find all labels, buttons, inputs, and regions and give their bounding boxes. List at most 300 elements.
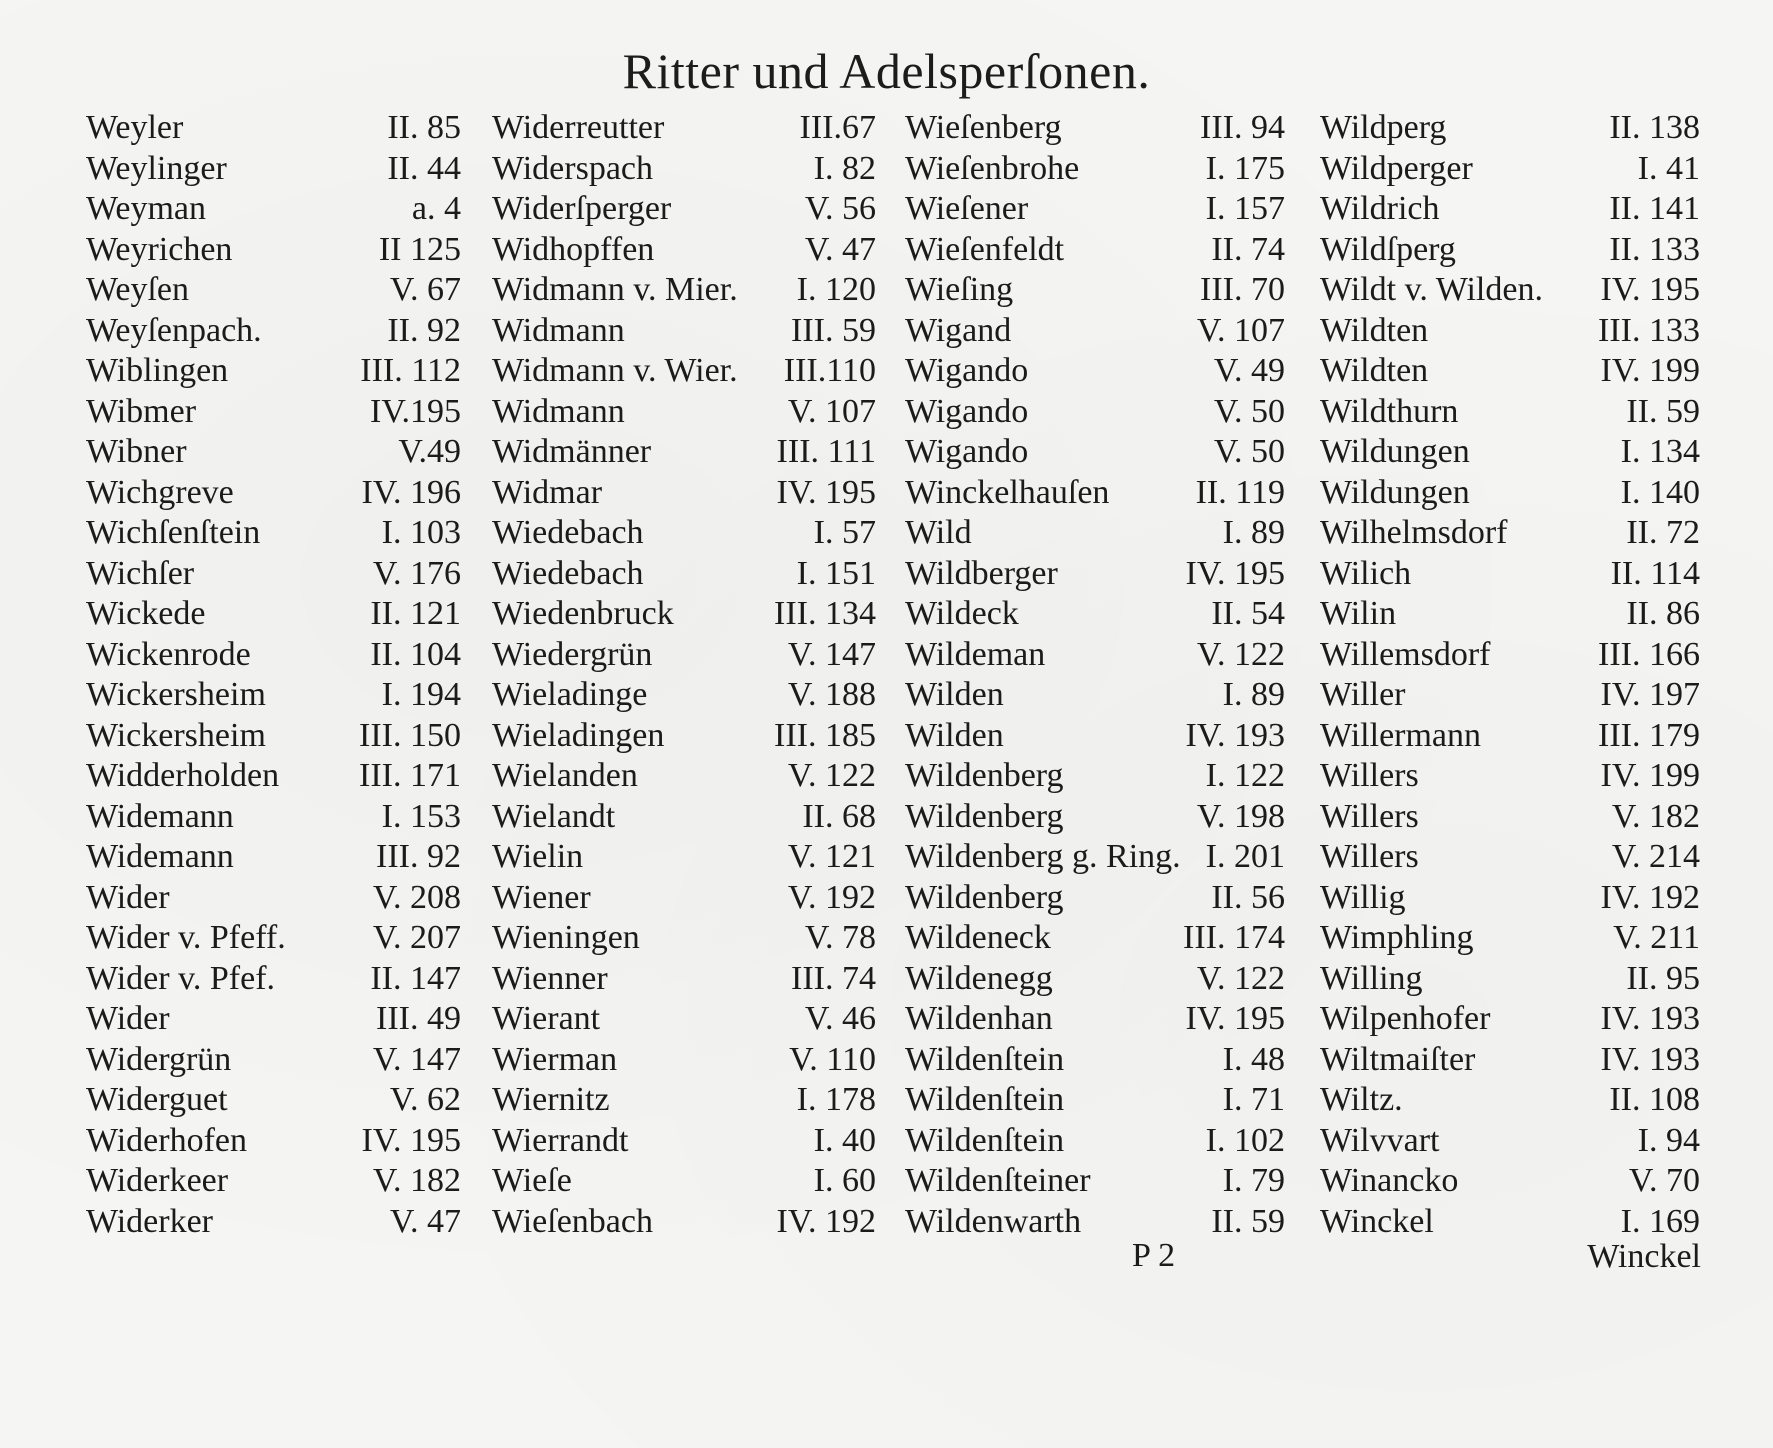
index-entry	[1320, 432, 1700, 473]
entry-reference: IV. 195	[776, 473, 876, 511]
entry-reference: II. 59	[1626, 392, 1700, 430]
entry-name: Wiblingen	[86, 352, 229, 389]
catchword: Winckel	[1587, 1238, 1701, 1275]
entry-name: Wielandt	[492, 797, 616, 835]
entry-reference: III. 134	[774, 595, 876, 632]
entry-reference: V. 121	[787, 838, 876, 875]
index-entry	[905, 594, 1285, 635]
index-entry	[905, 1202, 1285, 1243]
entry-reference: IV. 195	[1600, 271, 1700, 308]
index-entry	[86, 837, 461, 878]
index-entry	[1320, 635, 1700, 676]
index-entry	[86, 1161, 461, 1202]
entry-reference: I. 102	[1205, 1121, 1285, 1159]
index-entry	[1320, 149, 1700, 190]
index-entry	[86, 1040, 461, 1081]
entry-name: Widmar	[492, 473, 603, 511]
entry-reference: IV. 193	[1185, 716, 1285, 754]
entry-name: Wieſenberg	[905, 109, 1062, 146]
entry-reference: IV. 197	[1600, 676, 1700, 713]
entry-reference: III. 59	[791, 311, 876, 349]
entry-name: Wildeneck	[905, 919, 1051, 956]
entry-reference: V. 50	[1213, 392, 1285, 430]
index-entry	[1320, 392, 1700, 433]
entry-name: Wilvvart	[1320, 1121, 1440, 1159]
entry-reference: III. 49	[376, 1000, 461, 1037]
entry-reference: V. 70	[1628, 1162, 1700, 1199]
entry-name: Wildberger	[905, 554, 1058, 592]
entry-name: Wildenegg	[905, 959, 1053, 997]
entry-name: Willer	[1320, 676, 1406, 713]
entry-name: Wildenſtein	[905, 1081, 1065, 1118]
entry-reference: V. 67	[389, 271, 461, 308]
entry-reference: a. 4	[411, 190, 461, 227]
entry-name: Willing	[1320, 959, 1423, 997]
entry-reference: III. 74	[791, 959, 876, 997]
index-entry	[905, 311, 1285, 352]
entry-name: Wierant	[492, 1000, 601, 1037]
entry-name: Widmänner	[492, 433, 652, 470]
entry-reference: II. 44	[387, 149, 461, 187]
index-entry	[86, 1202, 461, 1243]
entry-name: Wilhelmsdorf	[1320, 514, 1508, 551]
entry-reference: I. 48	[1222, 1040, 1285, 1078]
entry-name: Wieningen	[492, 919, 640, 956]
entry-reference: III. 166	[1598, 635, 1700, 673]
index-entry	[1320, 1161, 1700, 1202]
index-entry	[1320, 1040, 1700, 1081]
entry-reference: I. 41	[1637, 149, 1700, 187]
entry-name: Wiltz.	[1320, 1081, 1403, 1118]
index-entry	[905, 959, 1285, 1000]
entry-reference: I. 71	[1222, 1081, 1285, 1118]
entry-name: Willers	[1320, 757, 1419, 794]
entry-name: Widmann	[492, 392, 625, 430]
entry-name: Wiedebach	[492, 514, 644, 551]
entry-name: Widerhofen	[86, 1121, 248, 1159]
entry-name: Wildenberg	[905, 878, 1064, 916]
entry-name: Wickenrode	[86, 635, 251, 673]
entry-name: Wildeck	[905, 595, 1019, 632]
index-entry	[86, 351, 461, 392]
entry-reference: V. 49	[1213, 352, 1285, 389]
index-entry	[1320, 473, 1700, 514]
index-entry	[1320, 351, 1700, 392]
entry-name: Wiedebach	[492, 554, 644, 592]
entry-name: Winckel	[1320, 1202, 1434, 1240]
index-entry	[492, 311, 876, 352]
entry-reference: I. 153	[381, 797, 461, 835]
entry-reference: II. 54	[1211, 595, 1285, 632]
entry-reference: V. 122	[787, 757, 876, 794]
entry-name: Wildungen	[1320, 433, 1470, 470]
entry-name: Widergrün	[86, 1040, 232, 1078]
entry-name: Weyrichen	[86, 230, 233, 268]
index-entry	[905, 189, 1285, 230]
entry-reference: I. 169	[1620, 1202, 1700, 1240]
entry-name: Wildt v. Wilden.	[1320, 271, 1543, 308]
entry-name: Wieſenbach	[492, 1202, 653, 1240]
index-entry	[492, 716, 876, 757]
entry-name: Wildenſteiner	[905, 1162, 1091, 1199]
index-entry	[1320, 1080, 1700, 1121]
entry-name: Weyſenpach.	[86, 311, 262, 349]
index-entry	[492, 756, 876, 797]
index-entry	[86, 918, 461, 959]
index-entry	[492, 230, 876, 271]
entry-name: Wildthurn	[1320, 392, 1459, 430]
entry-name: Willers	[1320, 838, 1419, 875]
entry-reference: V. 188	[787, 676, 876, 713]
signature-mark: P 2	[1132, 1237, 1176, 1274]
entry-name: Wilden	[905, 716, 1004, 754]
index-entry	[492, 513, 876, 554]
entry-reference: V. 47	[389, 1202, 461, 1240]
entry-name: Wildenwarth	[905, 1202, 1082, 1240]
entry-name: Wichſenſtein	[86, 514, 261, 551]
entry-name: Wildungen	[1320, 473, 1470, 511]
index-entry	[492, 1202, 876, 1243]
entry-reference: I. 57	[813, 514, 876, 551]
index-entry	[86, 878, 461, 919]
entry-reference: II. 92	[387, 311, 461, 349]
entry-name: Wildenberg g. Ring.	[905, 838, 1181, 875]
entry-reference: V. 198	[1196, 797, 1285, 835]
entry-reference: IV. 196	[361, 473, 461, 511]
index-entry	[492, 1040, 876, 1081]
entry-reference: II. 85	[387, 109, 461, 146]
entry-name: Widerker	[86, 1202, 214, 1240]
index-entry	[905, 149, 1285, 190]
index-entry	[86, 473, 461, 514]
entry-reference: V. 211	[1613, 919, 1700, 956]
index-entry	[905, 1040, 1285, 1081]
entry-reference: I. 194	[381, 676, 461, 713]
entry-name: Wigando	[905, 433, 1029, 470]
entry-reference: III. 94	[1200, 109, 1285, 146]
entry-name: Wierrandt	[492, 1121, 629, 1159]
entry-name: Winckelhauſen	[905, 473, 1110, 511]
entry-reference: II. 147	[370, 959, 461, 997]
index-entry	[905, 1080, 1285, 1121]
entry-reference: IV. 193	[1600, 1040, 1700, 1078]
index-entry	[492, 594, 876, 635]
entry-name: Wildenſtein	[905, 1040, 1065, 1078]
index-entry	[905, 999, 1285, 1040]
index-entry	[1320, 756, 1700, 797]
index-entry	[86, 432, 461, 473]
entry-reference: II. 74	[1211, 230, 1285, 268]
entry-name: Wildenſtein	[905, 1121, 1065, 1159]
entry-name: Wieſing	[905, 271, 1014, 308]
entry-reference: V. 207	[372, 919, 461, 956]
entry-name: Widerkeer	[86, 1162, 229, 1199]
entry-reference: II. 108	[1609, 1081, 1700, 1118]
entry-reference: V. 62	[389, 1081, 461, 1118]
index-entry	[905, 878, 1285, 919]
entry-name: Wider	[86, 1000, 170, 1037]
index-entry	[1320, 108, 1700, 149]
entry-reference: V. 107	[1196, 311, 1285, 349]
entry-reference: IV. 199	[1600, 352, 1700, 389]
entry-name: Willermann	[1320, 716, 1482, 754]
entry-name: Wickede	[86, 595, 206, 632]
entry-name: Wichgreve	[86, 473, 234, 511]
entry-name: Wielanden	[492, 757, 638, 794]
entry-name: Widerspach	[492, 149, 654, 187]
entry-reference: III.110	[783, 352, 876, 389]
entry-reference: V. 110	[789, 1040, 876, 1078]
entry-reference: III. 112	[360, 352, 461, 389]
index-entry	[905, 351, 1285, 392]
entry-reference: I. 79	[1222, 1162, 1285, 1199]
entry-reference: II. 59	[1211, 1202, 1285, 1240]
entry-name: Widmann v. Mier.	[492, 271, 738, 308]
entry-reference: II. 141	[1609, 190, 1700, 227]
index-entry	[492, 108, 876, 149]
entry-name: Wieſenbrohe	[905, 149, 1080, 187]
index-entry	[905, 554, 1285, 595]
entry-reference: V. 107	[787, 392, 876, 430]
entry-name: Wildenberg	[905, 797, 1064, 835]
index-entry	[86, 999, 461, 1040]
index-entry	[492, 797, 876, 838]
index-entry	[905, 108, 1285, 149]
entry-reference: IV. 195	[1185, 1000, 1285, 1037]
entry-reference: II. 56	[1211, 878, 1285, 916]
index-entry	[905, 392, 1285, 433]
entry-name: Winancko	[1320, 1162, 1459, 1199]
index-entry	[905, 675, 1285, 716]
index-entry	[905, 635, 1285, 676]
index-entry	[1320, 878, 1700, 919]
entry-reference: V. 50	[1213, 433, 1285, 470]
entry-name: Weyman	[86, 190, 206, 227]
entry-reference: III. 179	[1598, 716, 1700, 754]
index-entry	[905, 837, 1285, 878]
index-column-2	[492, 108, 876, 1242]
entry-reference: IV. 193	[1600, 1000, 1700, 1037]
index-entry	[86, 756, 461, 797]
index-entry	[492, 554, 876, 595]
index-entry	[492, 1121, 876, 1162]
index-entry	[1320, 270, 1700, 311]
entry-name: Wibmer	[86, 392, 197, 430]
entry-name: Wiedergrün	[492, 635, 653, 673]
index-entry	[1320, 189, 1700, 230]
index-entry	[1320, 999, 1700, 1040]
entry-reference: I. 89	[1222, 514, 1285, 551]
index-entry	[492, 270, 876, 311]
index-entry	[492, 959, 876, 1000]
entry-name: Wigand	[905, 311, 1012, 349]
entry-name: Wiltmaiſter	[1320, 1040, 1476, 1078]
entry-reference: III. 185	[774, 716, 876, 754]
entry-name: Widemann	[86, 838, 234, 875]
entry-name: Wierman	[492, 1040, 618, 1078]
index-entry	[905, 230, 1285, 271]
index-entry	[86, 635, 461, 676]
entry-name: Wieladinge	[492, 676, 648, 713]
entry-name: Wilin	[1320, 595, 1397, 632]
entry-reference: V. 78	[804, 919, 876, 956]
entry-reference: I. 94	[1637, 1121, 1700, 1159]
entry-reference: II. 121	[370, 595, 461, 632]
entry-name: Wickersheim	[86, 676, 266, 713]
entry-reference: V. 47	[804, 230, 876, 268]
index-entry	[86, 513, 461, 554]
entry-name: Wildten	[1320, 311, 1429, 349]
entry-name: Wider v. Pfef.	[86, 959, 276, 997]
entry-name: Wienner	[492, 959, 608, 997]
index-entry	[905, 918, 1285, 959]
entry-reference: V. 56	[804, 190, 876, 227]
entry-reference: IV. 192	[776, 1202, 876, 1240]
entry-reference: I. 134	[1620, 433, 1700, 470]
entry-name: Weyſen	[86, 271, 189, 308]
index-entry	[1320, 837, 1700, 878]
entry-reference: V. 176	[372, 554, 461, 592]
entry-name: Wildeman	[905, 635, 1046, 673]
index-entry	[86, 392, 461, 433]
entry-reference: II. 86	[1626, 595, 1700, 632]
entry-reference: II. 119	[1195, 473, 1285, 511]
index-entry	[492, 999, 876, 1040]
index-entry	[1320, 797, 1700, 838]
entry-reference: I. 201	[1205, 838, 1285, 875]
entry-reference: I. 120	[796, 271, 876, 308]
index-entry	[1320, 554, 1700, 595]
index-entry	[905, 513, 1285, 554]
entry-name: Wielin	[492, 838, 584, 875]
entry-name: Wider	[86, 878, 170, 916]
index-entry	[86, 716, 461, 757]
entry-name: Willers	[1320, 797, 1419, 835]
entry-reference: IV. 195	[1185, 554, 1285, 592]
entry-reference: I. 151	[796, 554, 876, 592]
entry-name: Widerguet	[86, 1081, 228, 1118]
entry-name: Wieſener	[905, 190, 1029, 227]
entry-name: Wildenhan	[905, 1000, 1053, 1037]
index-entry	[492, 837, 876, 878]
index-entry	[86, 554, 461, 595]
entry-reference: I. 175	[1205, 149, 1285, 187]
index-entry	[86, 594, 461, 635]
entry-reference: II. 138	[1609, 109, 1700, 146]
entry-name: Willemsdorf	[1320, 635, 1491, 673]
entry-reference: IV.195	[370, 392, 461, 430]
entry-name: Wichſer	[86, 554, 195, 592]
index-entry	[492, 635, 876, 676]
index-entry	[905, 716, 1285, 757]
index-entry	[86, 311, 461, 352]
index-entry	[905, 1161, 1285, 1202]
index-entry	[86, 797, 461, 838]
entry-name: Weylinger	[86, 149, 227, 187]
entry-reference: III. 174	[1183, 919, 1285, 956]
entry-reference: I. 40	[813, 1121, 876, 1159]
index-entry	[1320, 594, 1700, 635]
entry-reference: I. 89	[1222, 676, 1285, 713]
entry-name: Wildperg	[1320, 109, 1447, 146]
index-entry	[492, 392, 876, 433]
index-entry	[905, 473, 1285, 514]
index-column-4	[1320, 108, 1700, 1242]
entry-name: Wildenberg	[905, 757, 1064, 794]
entry-name: Wild	[905, 514, 972, 551]
index-entry	[1320, 1121, 1700, 1162]
entry-name: Wiedenbruck	[492, 595, 674, 632]
index-entry	[492, 473, 876, 514]
entry-name: Wilich	[1320, 554, 1412, 592]
index-entry	[905, 797, 1285, 838]
index-entry	[86, 270, 461, 311]
entry-reference: II. 104	[370, 635, 461, 673]
entry-name: Widemann	[86, 797, 234, 835]
index-entry	[1320, 230, 1700, 271]
index-entry	[86, 959, 461, 1000]
index-entry	[905, 432, 1285, 473]
entry-name: Wilden	[905, 676, 1004, 713]
index-entry	[86, 108, 461, 149]
index-entry	[492, 351, 876, 392]
entry-name: Wibner	[86, 433, 187, 470]
entry-reference: IV. 192	[1600, 878, 1700, 916]
index-entry	[492, 1080, 876, 1121]
page-title: Ritter und Adelsperſonen.	[622, 43, 1151, 99]
entry-name: Widmann	[492, 311, 625, 349]
index-entry	[492, 149, 876, 190]
entry-name: Wigando	[905, 352, 1029, 389]
entry-reference: II 125	[378, 230, 461, 268]
index-entry	[492, 675, 876, 716]
entry-reference: I. 103	[381, 514, 461, 551]
index-entry	[905, 270, 1285, 311]
entry-reference: II. 133	[1609, 230, 1700, 268]
index-entry	[86, 149, 461, 190]
index-entry	[492, 918, 876, 959]
entry-reference: V. 182	[1611, 797, 1700, 835]
entry-reference: II. 72	[1626, 514, 1700, 551]
index-entry	[86, 1080, 461, 1121]
entry-reference: III. 171	[359, 757, 461, 794]
entry-name: Wieſenfeldt	[905, 230, 1065, 268]
index-entry	[492, 189, 876, 230]
entry-name: Wiernitz	[492, 1081, 610, 1118]
entry-reference: III.67	[799, 109, 876, 146]
index-entry	[1320, 1202, 1700, 1243]
index-entry	[492, 1161, 876, 1202]
index-entry	[86, 230, 461, 271]
entry-reference: I. 178	[796, 1081, 876, 1118]
index-entry	[1320, 959, 1700, 1000]
entry-name: Widerſperger	[492, 190, 672, 227]
entry-name: Wieſe	[492, 1162, 572, 1199]
entry-name: Willig	[1320, 878, 1406, 916]
index-entry	[1320, 311, 1700, 352]
entry-reference: I. 140	[1620, 473, 1700, 511]
index-entry	[905, 756, 1285, 797]
entry-name: Wildſperg	[1320, 230, 1456, 268]
entry-reference: I. 122	[1205, 757, 1285, 794]
index-entry	[86, 1121, 461, 1162]
entry-reference: V.49	[398, 433, 461, 470]
entry-name: Wigando	[905, 392, 1029, 430]
entry-reference: V. 182	[372, 1162, 461, 1199]
entry-name: Wieladingen	[492, 716, 665, 754]
entry-name: Widerreutter	[492, 109, 665, 146]
index-column-3	[905, 108, 1285, 1242]
